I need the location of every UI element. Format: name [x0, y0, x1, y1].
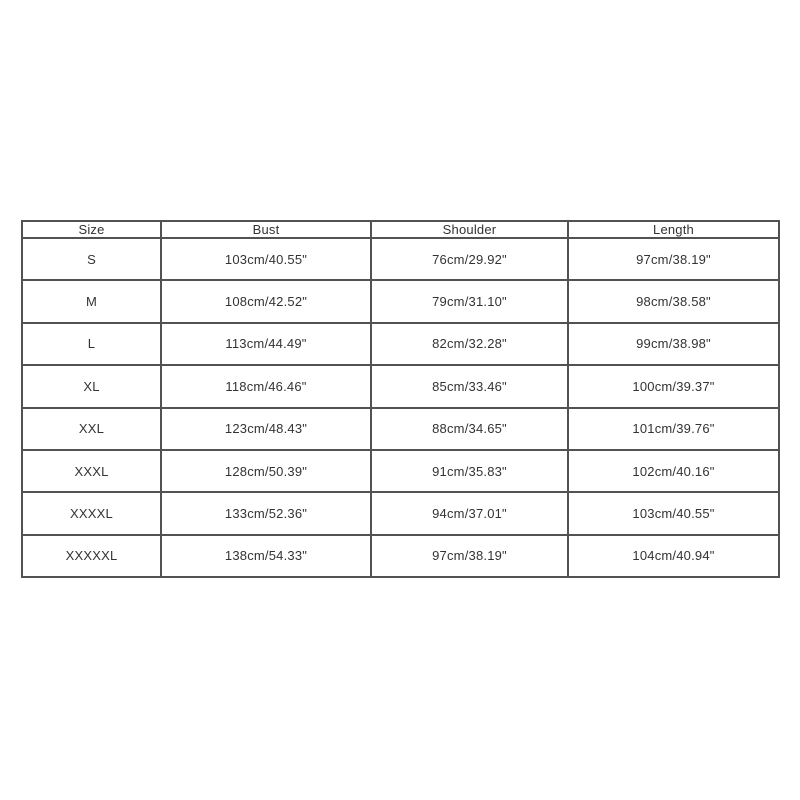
header-cell-length: Length	[568, 221, 779, 238]
header-cell-size: Size	[22, 221, 161, 238]
table-row	[22, 365, 779, 407]
measurement-cell: 138cm/54.33"	[161, 535, 371, 577]
table-row	[22, 323, 779, 365]
measurement-cell: 85cm/33.46"	[371, 365, 568, 407]
measurement-cell: 94cm/37.01"	[371, 492, 568, 534]
measurement-cell: 108cm/42.52"	[161, 280, 371, 322]
table-row	[22, 238, 779, 280]
size-label-cell: L	[22, 323, 161, 365]
measurement-cell: 103cm/40.55"	[568, 492, 779, 534]
header-cell-bust: Bust	[161, 221, 371, 238]
measurement-cell: 103cm/40.55"	[161, 238, 371, 280]
size-chart-table	[21, 220, 780, 578]
header-row	[22, 221, 779, 238]
header-cell-shoulder: Shoulder	[371, 221, 568, 238]
size-label-cell: XXXXXL	[22, 535, 161, 577]
measurement-cell: 82cm/32.28"	[371, 323, 568, 365]
size-chart-header	[22, 221, 779, 238]
measurement-cell: 102cm/40.16"	[568, 450, 779, 492]
measurement-cell: 104cm/40.94"	[568, 535, 779, 577]
measurement-cell: 118cm/46.46"	[161, 365, 371, 407]
measurement-cell: 123cm/48.43"	[161, 408, 371, 450]
measurement-cell: 97cm/38.19"	[568, 238, 779, 280]
measurement-cell: 91cm/35.83"	[371, 450, 568, 492]
measurement-cell: 98cm/38.58"	[568, 280, 779, 322]
measurement-cell: 100cm/39.37"	[568, 365, 779, 407]
measurement-cell: 128cm/50.39"	[161, 450, 371, 492]
size-label-cell: XL	[22, 365, 161, 407]
measurement-cell: 99cm/38.98"	[568, 323, 779, 365]
measurement-cell: 101cm/39.76"	[568, 408, 779, 450]
table-row	[22, 280, 779, 322]
measurement-cell: 97cm/38.19"	[371, 535, 568, 577]
measurement-cell: 79cm/31.10"	[371, 280, 568, 322]
table-row	[22, 492, 779, 534]
measurement-cell: 113cm/44.49"	[161, 323, 371, 365]
size-label-cell: M	[22, 280, 161, 322]
size-label-cell: XXXL	[22, 450, 161, 492]
measurement-cell: 76cm/29.92"	[371, 238, 568, 280]
size-label-cell: S	[22, 238, 161, 280]
measurement-cell: 133cm/52.36"	[161, 492, 371, 534]
table-row	[22, 535, 779, 577]
table-row	[22, 408, 779, 450]
measurement-cell: 88cm/34.65"	[371, 408, 568, 450]
size-label-cell: XXXXL	[22, 492, 161, 534]
size-chart-body	[22, 238, 779, 577]
size-label-cell: XXL	[22, 408, 161, 450]
size-chart	[21, 220, 778, 578]
table-row	[22, 450, 779, 492]
